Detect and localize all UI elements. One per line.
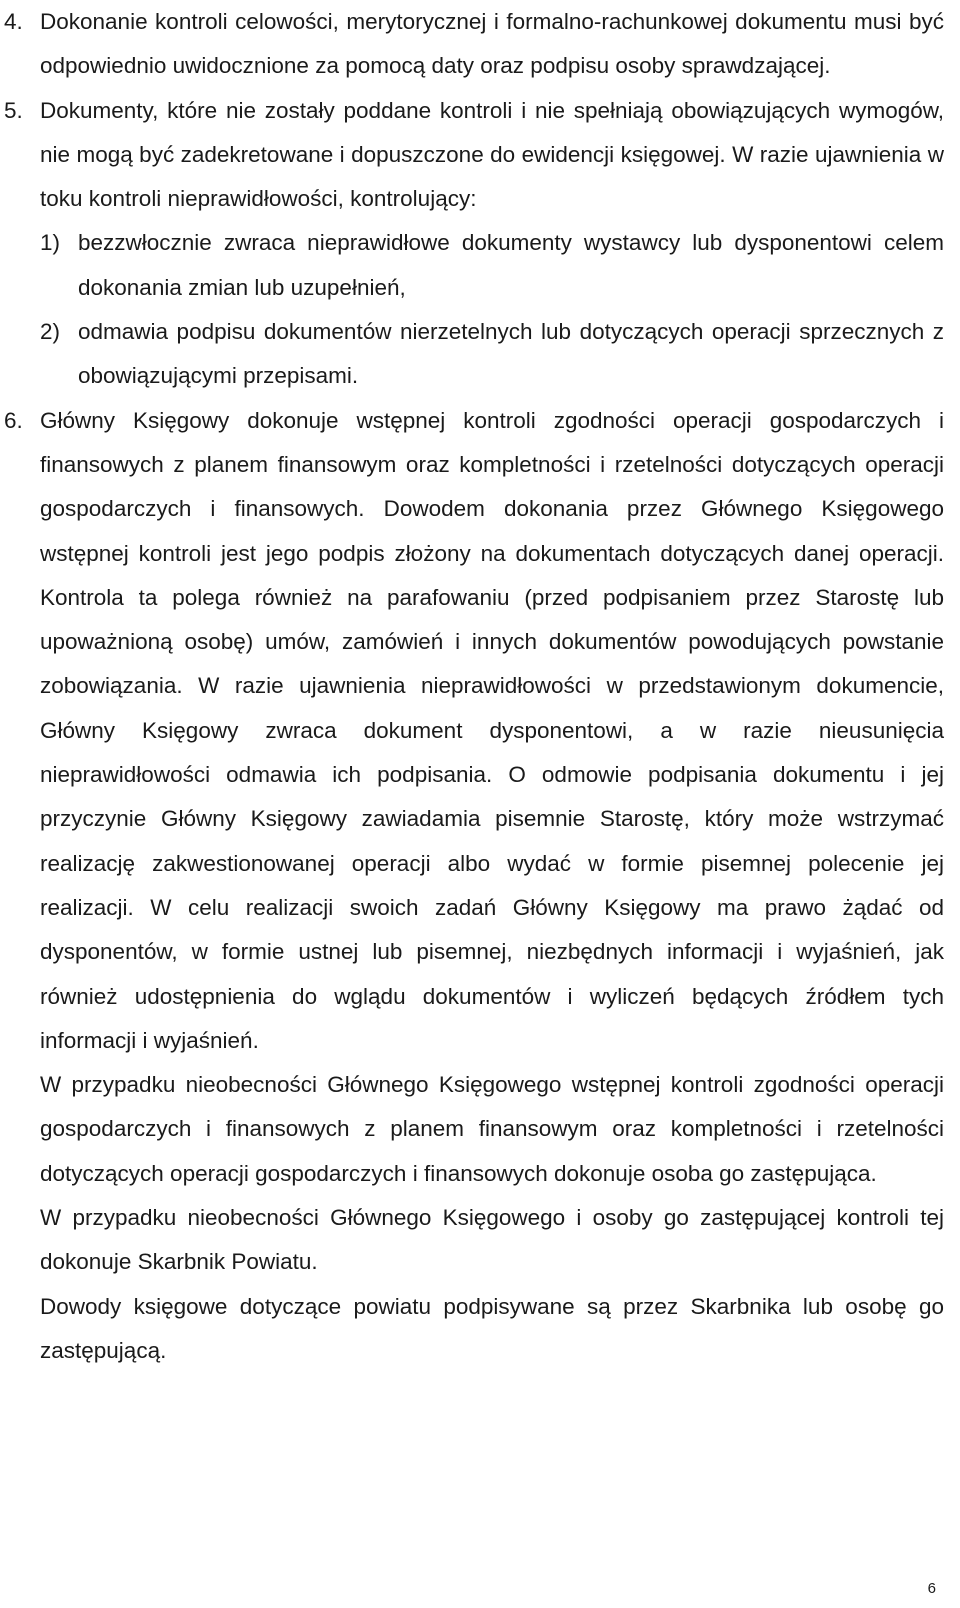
list-item-text: Dokumenty, które nie zostały poddane kontroli i nie spełniają obowiązujących wymogów, nie mogą być zadekretowane i dopuszczone do ewidencji księgowej. W razie ujawnienia w toku kontroli nieprawidłowości, kontrolujący: [40, 97, 944, 212]
sub-item-2 [0, 310, 960, 399]
sub-item-1 [0, 221, 960, 310]
list-item-5 [0, 89, 960, 222]
paragraph-signatures: Dowody księgowe dotyczące powiatu podpisywane są przez Skarbnika lub osobę go zastępującą. [40, 1293, 944, 1363]
list-number: 5. [4, 97, 23, 123]
sub-item-text: odmawia podpisu dokumentów nierzetelnych lub dotyczących operacji sprzecznych z obowiązującymi przepisami. [78, 319, 944, 389]
sub-item-text: bezzwłocznie zwraca nieprawidłowe dokumenty wystawcy lub dysponentowi celem dokonania zmian lub uzupełnień, [78, 230, 944, 300]
page-number: 6 [927, 1580, 936, 1597]
sub-number: 1) [40, 230, 61, 256]
list-item-text: Główny Księgowy dokonuje wstępnej kontroli zgodności operacji gospodarczych i finansowych z planem finansowym oraz kompletności i rzetelności dotyczących operacji gospodarczych i finansowych. Dowodem dokonania przez Głównego Księgowego wstępnej kontroli jest jego podpis złożony na dokumentach dotyczących danej operacji. Kontrola ta polega również na parafowaniu (przed podpisaniem przez Starostę lub upoważnioną osobę) umów, zamówień i innych dokumentów powodujących powstanie zobowiązania. W razie ujawnienia nieprawidłowości w przedstawionym dokumencie, Główny Księgowy zwraca dokument dysponentowi, a w razie nieusunięcia nieprawidłowości odmawia ich podpisania. O odmowie podpisania dokumentu i jej przyczynie Główny Księgowy zawiadamia pisemnie Starostę, który może wstrzymać realizację zakwestionowanej operacji albo wydać w formie pisemnej polecenie jej realizacji. W celu realizacji swoich zadań Główny Księgowy ma prawo żądać od dysponentów, w formie ustnej lub pisemnej, niezbędnych informacji i wyjaśnień, jak również udostępnienia do wglądu dokumentów i wyliczeń będących źródłem tych informacji i wyjaśnień. [40, 407, 944, 1053]
paragraph-substitute: W przypadku nieobecności Głównego Księgowego wstępnej kontroli zgodności operacji gospodarczych i finansowych z planem finansowym oraz kompletności i rzetelności dotyczących operacji gospodarczych i finansowych dokonuje osoba go zastępująca. [40, 1072, 944, 1186]
sub-number: 2) [40, 319, 61, 345]
list-item-6 [0, 399, 960, 1063]
list-number: 4. [4, 9, 23, 34]
list-item-4 [0, 0, 960, 89]
list-item-text: Dokonanie kontroli celowości, merytorycznej i formalno-rachunkowej dokumentu musi być odpowiednio uwidocznione za pomocą daty oraz podpisu osoby sprawdzającej. [40, 9, 944, 79]
paragraph-treasurer: W przypadku nieobecności Głównego Księgowego i osoby go zastępującej kontroli tej dokonuje Skarbnik Powiatu. [40, 1205, 944, 1275]
list-number: 6. [4, 407, 23, 433]
